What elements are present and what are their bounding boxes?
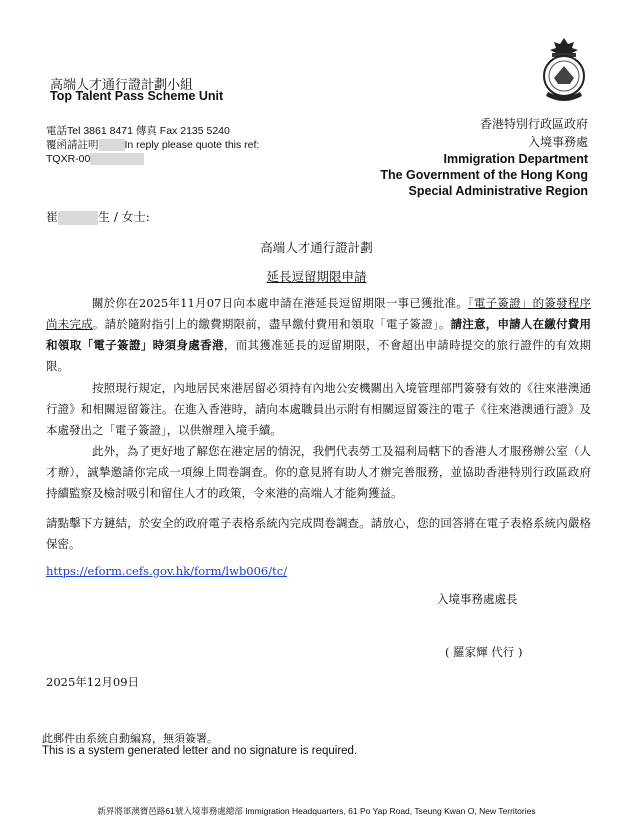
system-note-english: This is a system generated letter and no signature is required. — [42, 745, 358, 757]
reference-prefix: TQXR-00 — [46, 153, 91, 165]
salutation-suffix: 生 / 女士: — [98, 210, 150, 224]
government-english-line1: The Government of the Hong Kong — [380, 168, 588, 182]
reply-label-chinese: 覆函請註明 — [46, 139, 99, 151]
paragraph-approval — [46, 293, 591, 377]
survey-link[interactable]: https://eform.cefs.gov.hk/form/lwb006/tc/ — [46, 564, 288, 578]
telephone-fax: 電話Tel 3861 8471 傳真 Fax 2135 5240 — [46, 125, 230, 137]
unit-name-chinese: 高端人才通行證計劃小組 — [50, 78, 194, 93]
system-note-chinese: 此郵件由系統自動編寫，無須簽署。 — [42, 732, 218, 745]
unit-name-english: Top Talent Pass Scheme Unit — [50, 89, 224, 103]
validity-notice-text: ，而其獲准延長的逗留期限，不會超出申請時提交的旅行證件的有效期限。 — [46, 338, 592, 373]
evisa-pending-text: 「電子簽證」的簽發程序尚未完成 — [46, 296, 592, 331]
reference-number-line — [46, 152, 259, 166]
footer-address: 新界將軍澳寶邑路61號入境事務處總部 Immigration Headquarters, 61 Po Yap Road, Tseung Kwan O, New Territories — [97, 806, 536, 816]
salutation-surname: 崔 — [46, 210, 59, 224]
redacted-text — [99, 139, 125, 151]
paragraph-survey-invitation: 此外，為了更好地了解您在港定居的情況，我們代表勞工及福利局轄下的香港人才服務辦公室（人才辦），誠摯邀請你完成一項線上問卷調查。你的意見將有助人才辦完善服務，並協助香港特別行政區政府持續監察及檢討吸引和留住人才的政策，令來港的高端人才能夠獲益。 — [46, 444, 591, 500]
reply-reference-line — [46, 138, 259, 152]
department-chinese: 入境事務處 — [527, 135, 588, 149]
redacted-name — [58, 211, 98, 225]
salutation — [46, 208, 150, 225]
redacted-reference — [90, 153, 144, 165]
hksar-immigration-emblem-icon — [536, 36, 592, 106]
department-english: Immigration Department — [443, 152, 588, 166]
signatory-name: ( 羅家輝 代行 ) — [445, 645, 523, 659]
presence-notice-text: 請注意，申請人在繳付費用和領取「電子簽證」時須身處香港 — [46, 317, 592, 352]
subject-heading: 延長逗留期限申請 — [266, 269, 367, 284]
paragraph-entry-requirements: 按照現行規定，內地居民來港居留必須持有內地公安機關出入境管理部門簽發有效的《往來港澳通行證》和相關逗留簽注。在進入香港時，請向本處職員出示附有相關逗留簽注的電子《往來港澳通行證》及本處發出之「電子簽證」，以供辦理入境手續。 — [46, 381, 591, 437]
signatory-title: 入境事務處處長 — [437, 592, 518, 606]
contact-block — [46, 124, 259, 166]
department-block — [380, 115, 588, 199]
approval-text: 關於你在2025年11月07日向本處申請在港延長逗留期限一事已獲批准。 — [92, 296, 468, 310]
government-chinese: 香港特別行政區政府 — [479, 117, 588, 131]
paragraph-survey-link-note: 請點擊下方鏈結，於安全的政府電子表格系統內完成問卷調查。請放心，您的回答將在電子表格系統內嚴格保密。 — [46, 516, 591, 551]
payment-instruction-text: 。請於隨附指引上的繳費期限前，盡早繳付費用和領取「電子簽證」。 — [92, 317, 451, 331]
letter-date: 2025年12月09日 — [46, 675, 140, 689]
scheme-heading: 高端人才通行證計劃 — [260, 240, 373, 255]
government-english-line2: Special Administrative Region — [408, 184, 588, 198]
reply-label-english: In reply please quote this ref: — [124, 139, 260, 151]
